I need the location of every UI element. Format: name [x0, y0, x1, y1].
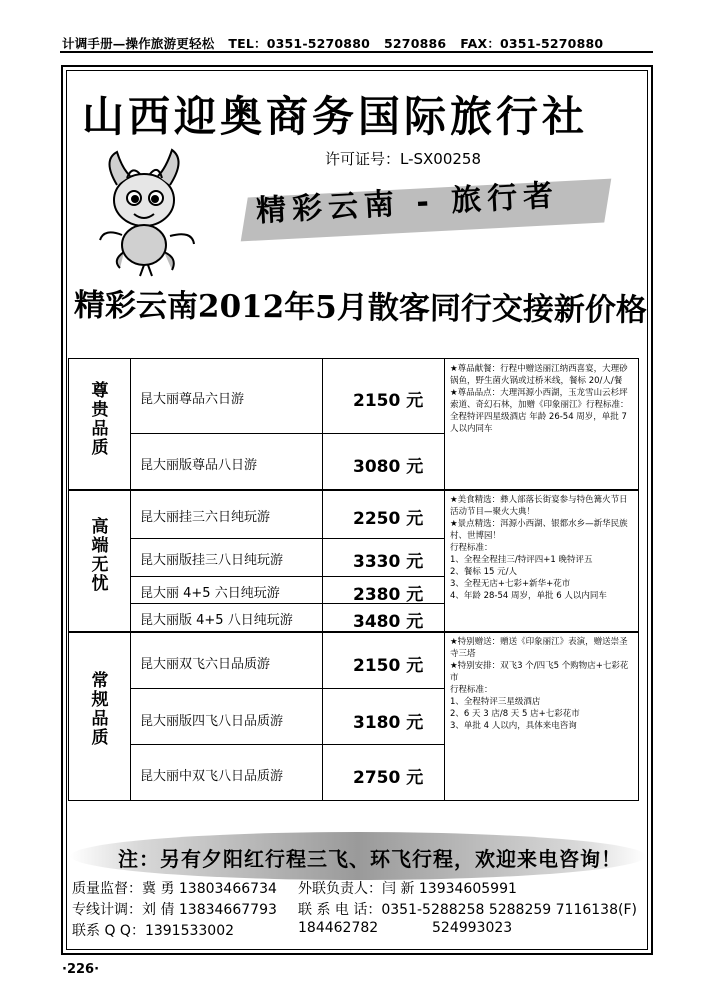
- row-divider: [130, 744, 444, 745]
- category-label: 高 端 无 忧: [91, 517, 109, 594]
- row-divider: [130, 433, 444, 434]
- qq-number-3: 524993023: [432, 920, 513, 936]
- slogan-banner: [238, 178, 618, 240]
- route-price: 2750 元: [353, 768, 424, 788]
- route-name: 昆大丽版挂三八日纯玩游: [140, 553, 284, 568]
- tel-number-2: 5270886: [384, 36, 447, 51]
- row-divider: [130, 688, 444, 689]
- section-notes: ★美食精选：彝人部落长街宴参与特色篝火节日活动节目—聚火大典！ ★景点精选：洱源小西湖、银都水乡—新华民族村、世博园！ 行程标准： 1、全程全程挂三/特评四+1 晚特评五 2、餐标 15 元/人 3、全程无店+七彩+新华+花市 4、年龄 28-54 周岁，单批 6 人以内同车: [450, 495, 628, 601]
- route-name: 昆大丽版四飞八日品质游: [140, 714, 284, 729]
- section-notes: ★尊品献餐：行程中赠送丽江纳西喜宴，大理砂锅鱼，野生菌火锅或过桥米线，餐标 20/人/餐 ★尊品品点：大理洱源小西湖，玉龙雪山云杉坪索道、奇幻石林，加赠《印象丽江》行程标准： 全程特评四星级酒店 年龄 26-54 周岁，单批 7 人以内同车: [450, 364, 629, 434]
- route-price: 3480 元: [353, 612, 424, 632]
- top-rule: [60, 51, 653, 53]
- slogan: 计调手册—操作旅游更轻松: [62, 36, 215, 51]
- row-divider: [130, 538, 444, 539]
- price-table: [68, 358, 639, 801]
- dragon-mascot-icon: [82, 140, 212, 280]
- col-divider: [444, 358, 445, 801]
- route-price: 2250 元: [353, 509, 424, 529]
- route-name: 昆大丽 4+5 六日纯玩游: [140, 586, 280, 601]
- route-name: 昆大丽尊品六日游: [140, 392, 245, 407]
- col-divider: [130, 358, 131, 801]
- external-contact: 外联负责人：闫 新 13934605991: [298, 881, 517, 897]
- category-label: 常 规 品 质: [91, 671, 109, 748]
- top-contact-line: [62, 34, 652, 52]
- route-price: 3180 元: [353, 713, 424, 733]
- row-divider: [130, 576, 444, 577]
- col-divider: [322, 358, 323, 801]
- route-price: 2150 元: [353, 656, 424, 676]
- route-name: 昆大丽中双飞八日品质游: [140, 769, 284, 784]
- route-price: 2380 元: [353, 585, 424, 605]
- headline: 精彩云南2012年5月散客同行交接新价格: [73, 287, 647, 329]
- route-planner: 专线计调：刘 倩 13834667793: [72, 902, 277, 918]
- banner-text: 精彩云南 - 旅行者: [255, 178, 561, 229]
- section-divider: [68, 489, 639, 491]
- tel-number: TEL：0351-5270880: [228, 36, 370, 51]
- route-name: 昆大丽版 4+5 八日纯玩游: [140, 613, 293, 628]
- quality-supervisor: 质量监督：冀 勇 13803466734: [72, 881, 277, 897]
- route-price: 2150 元: [353, 391, 424, 411]
- route-price: 3330 元: [353, 552, 424, 572]
- qq-number: 联系 Q Q：1391533002: [72, 923, 235, 939]
- route-name: 昆大丽版尊品八日游: [140, 458, 258, 473]
- page-number: ·226·: [62, 962, 100, 977]
- agency-name: 山西迎奥商务国际旅行社: [82, 92, 589, 141]
- route-price: 3080 元: [353, 457, 424, 477]
- license-number: 许可证号：L-SX00258: [325, 150, 482, 168]
- fax-number: FAX：0351-5270880: [460, 36, 604, 51]
- contact-phone: 联 系 电 话：0351-5288258 5288259 7116138(F): [298, 902, 637, 918]
- qq-number-2: 184462782: [298, 920, 379, 936]
- category-label: 尊 贵 品 质: [91, 381, 109, 458]
- footer-note: 注：另有夕阳红行程三飞、环飞行程，欢迎来电咨询！: [118, 847, 622, 871]
- route-name: 昆大丽挂三六日纯玩游: [140, 510, 271, 525]
- route-name: 昆大丽双飞六日品质游: [140, 657, 271, 672]
- section-notes: ★特别赠送：赠送《印象丽江》表演，赠送崇圣寺三塔 ★特别安排：双飞3 个/四飞5 个购物店+七彩花市 行程标准： 1、全程特评三星级酒店 2、6 天 3 店/8 天 5 店+七彩花市 3、单批 4 人以内，具体来电咨询: [450, 637, 629, 731]
